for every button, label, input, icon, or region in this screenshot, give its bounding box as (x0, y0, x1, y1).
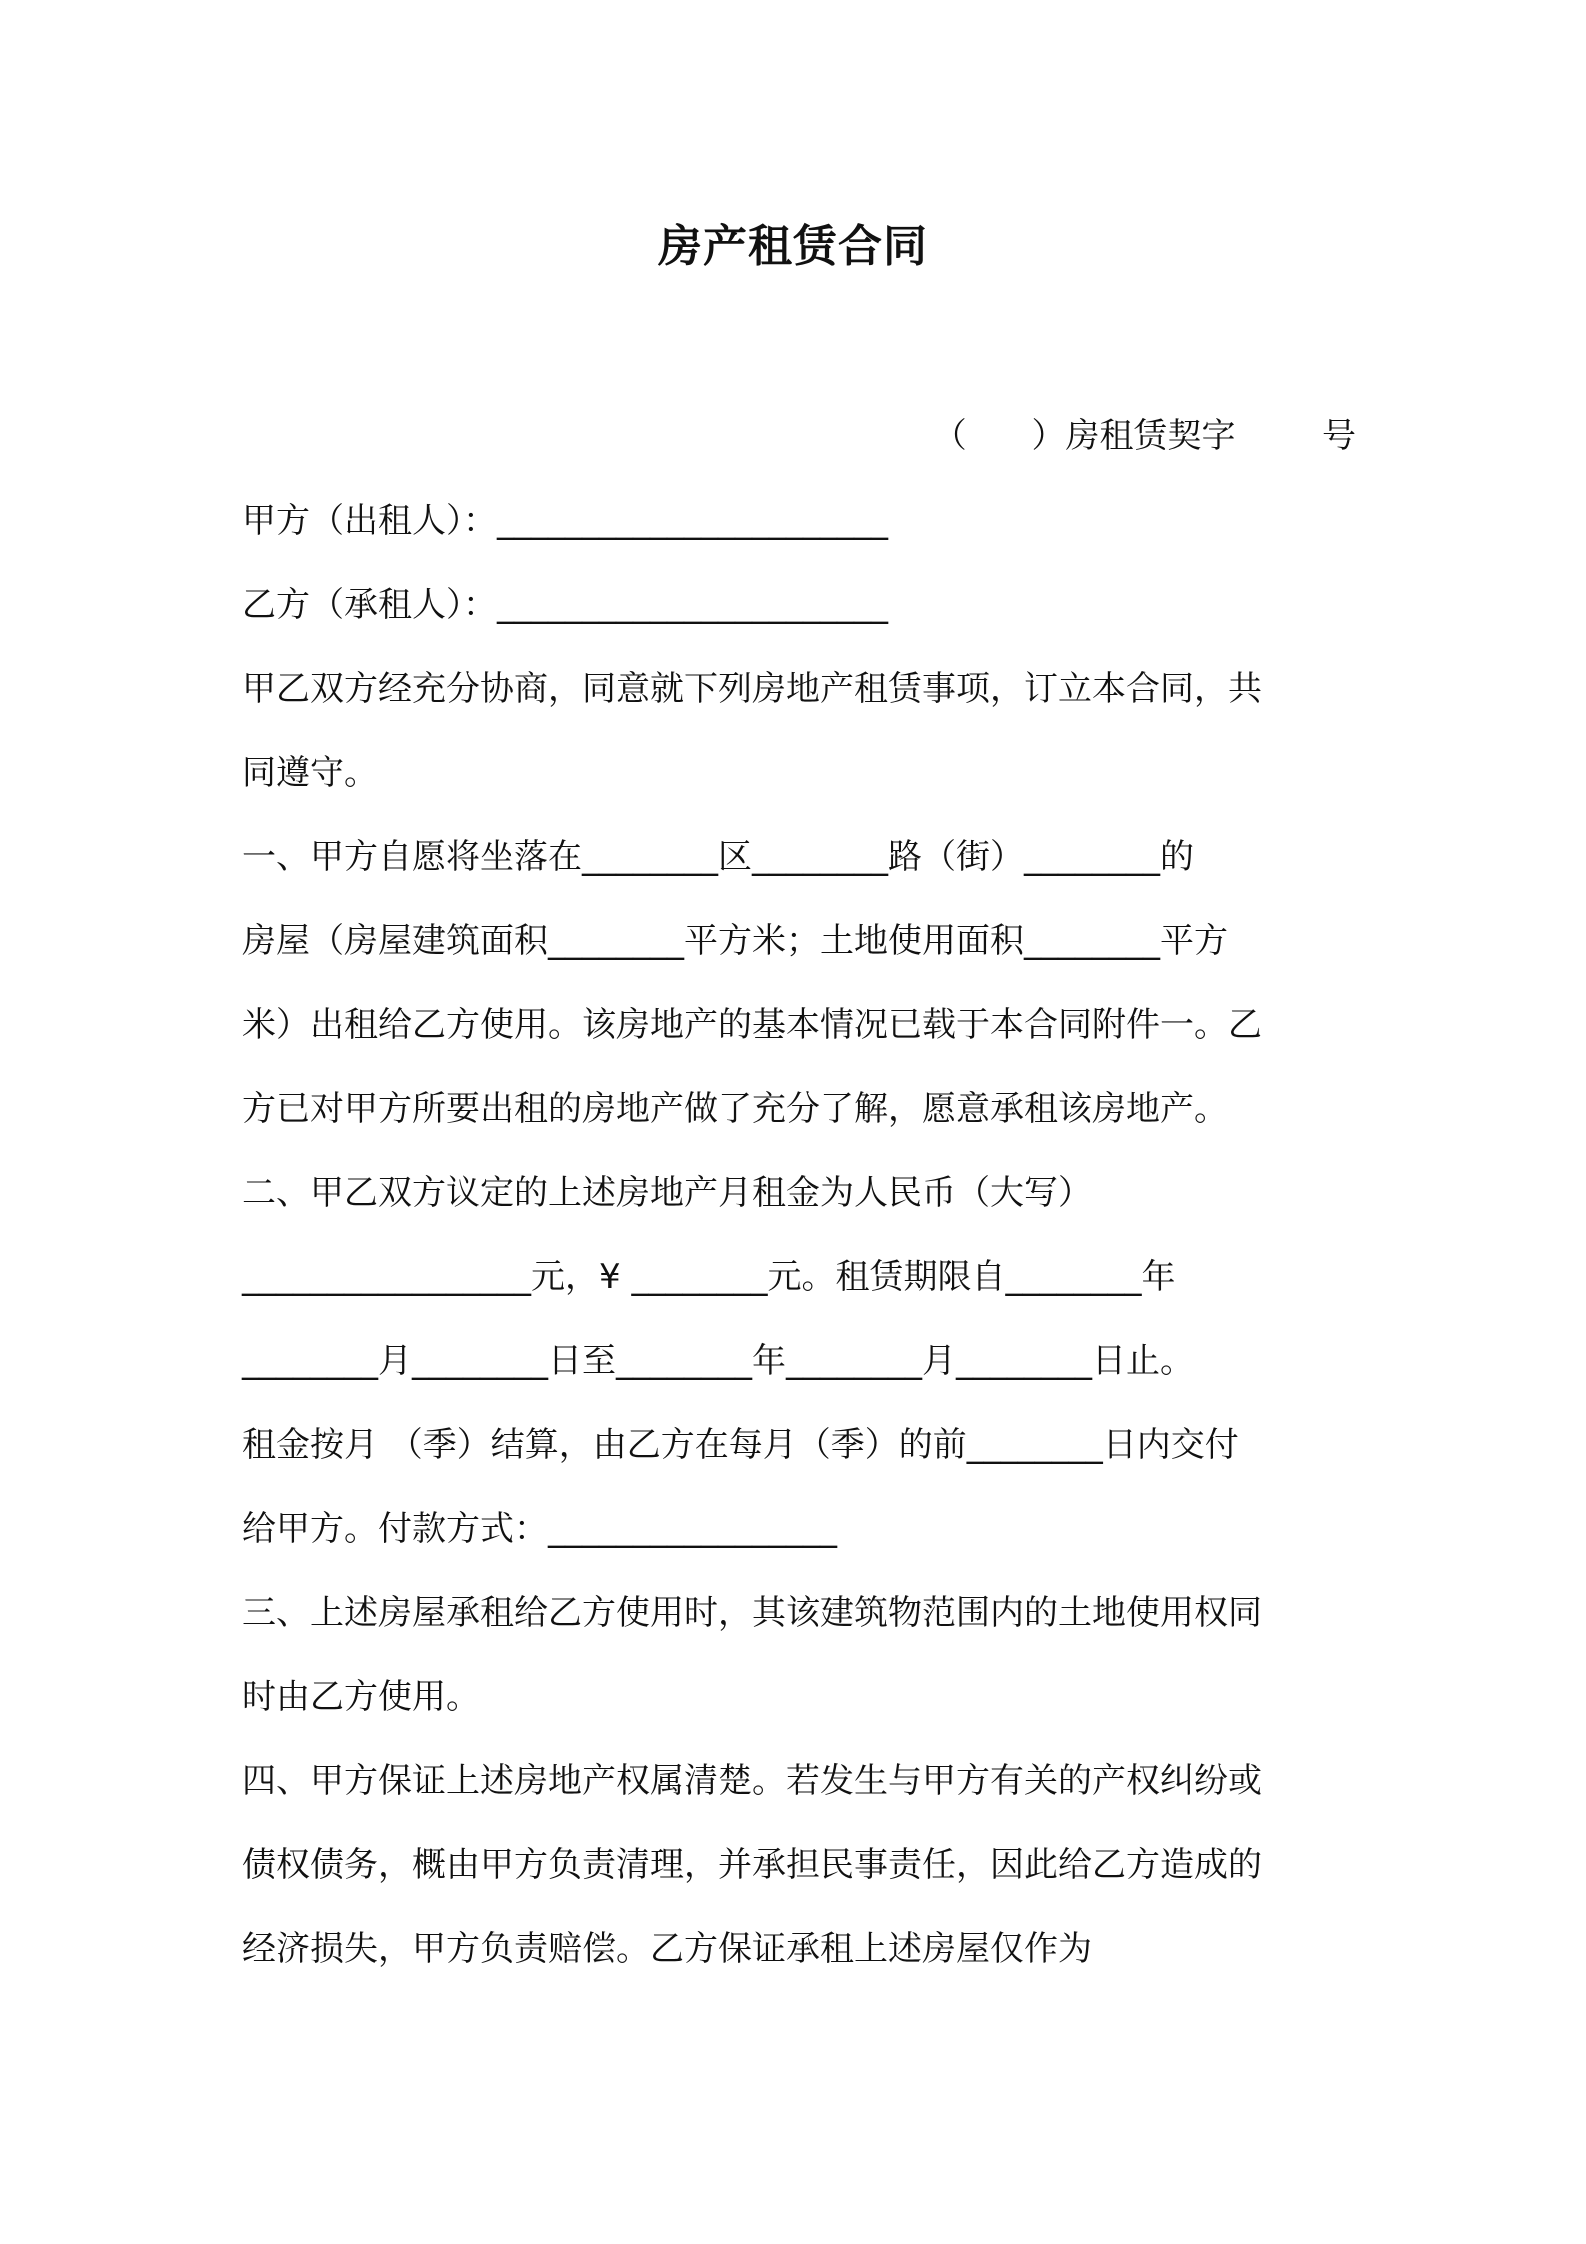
party-b-line: 乙方（承租人）：_______________________ (242, 585, 888, 625)
text-line: 房屋（房屋建筑面积________平方米；土地使用面积________平方 (242, 921, 1228, 961)
text-line: _________________元，¥ ________元。租赁期限自________年 (242, 1257, 1176, 1297)
text-line: 米）出租给乙方使用。该房地产的基本情况已载于本合同附件一。乙 (242, 1005, 1262, 1045)
text-line: 债权债务，概由甲方负责清理，并承担民事责任，因此给乙方造成的 (242, 1845, 1262, 1885)
text-line: 一、甲方自愿将坐落在________区________路（街）________的 (242, 837, 1194, 877)
contract-number: （ ）房租赁契字 号 (932, 416, 1356, 456)
text-line: 三、上述房屋承租给乙方使用时，其该建筑物范围内的土地使用权同 (242, 1593, 1262, 1633)
text-line: ________月________日至________年________月________日止。 (242, 1341, 1194, 1381)
text-line: 时由乙方使用。 (242, 1677, 480, 1717)
text-line: 同遵守。 (242, 753, 378, 793)
text-line: 方已对甲方所要出租的房地产做了充分了解，愿意承租该房地产。 (242, 1089, 1228, 1129)
text-line: 租金按月 （季）结算，由乙方在每月（季）的前________日内交付 (242, 1425, 1239, 1465)
document-title: 房产租赁合同 (658, 221, 928, 272)
text-line: 经济损失，甲方负责赔偿。乙方保证承租上述房屋仅作为 (242, 1929, 1092, 1969)
party-a-line: 甲方（出租人）：_______________________ (242, 501, 888, 541)
text-line: 四、甲方保证上述房地产权属清楚。若发生与甲方有关的产权纠纷或 (242, 1761, 1262, 1801)
text-line: 二、甲乙双方议定的上述房地产月租金为人民币（大写） (242, 1173, 1092, 1213)
text-line: 甲乙双方经充分协商，同意就下列房地产租赁事项，订立本合同，共 (242, 669, 1262, 709)
text-line: 给甲方。付款方式：_________________ (242, 1509, 837, 1549)
